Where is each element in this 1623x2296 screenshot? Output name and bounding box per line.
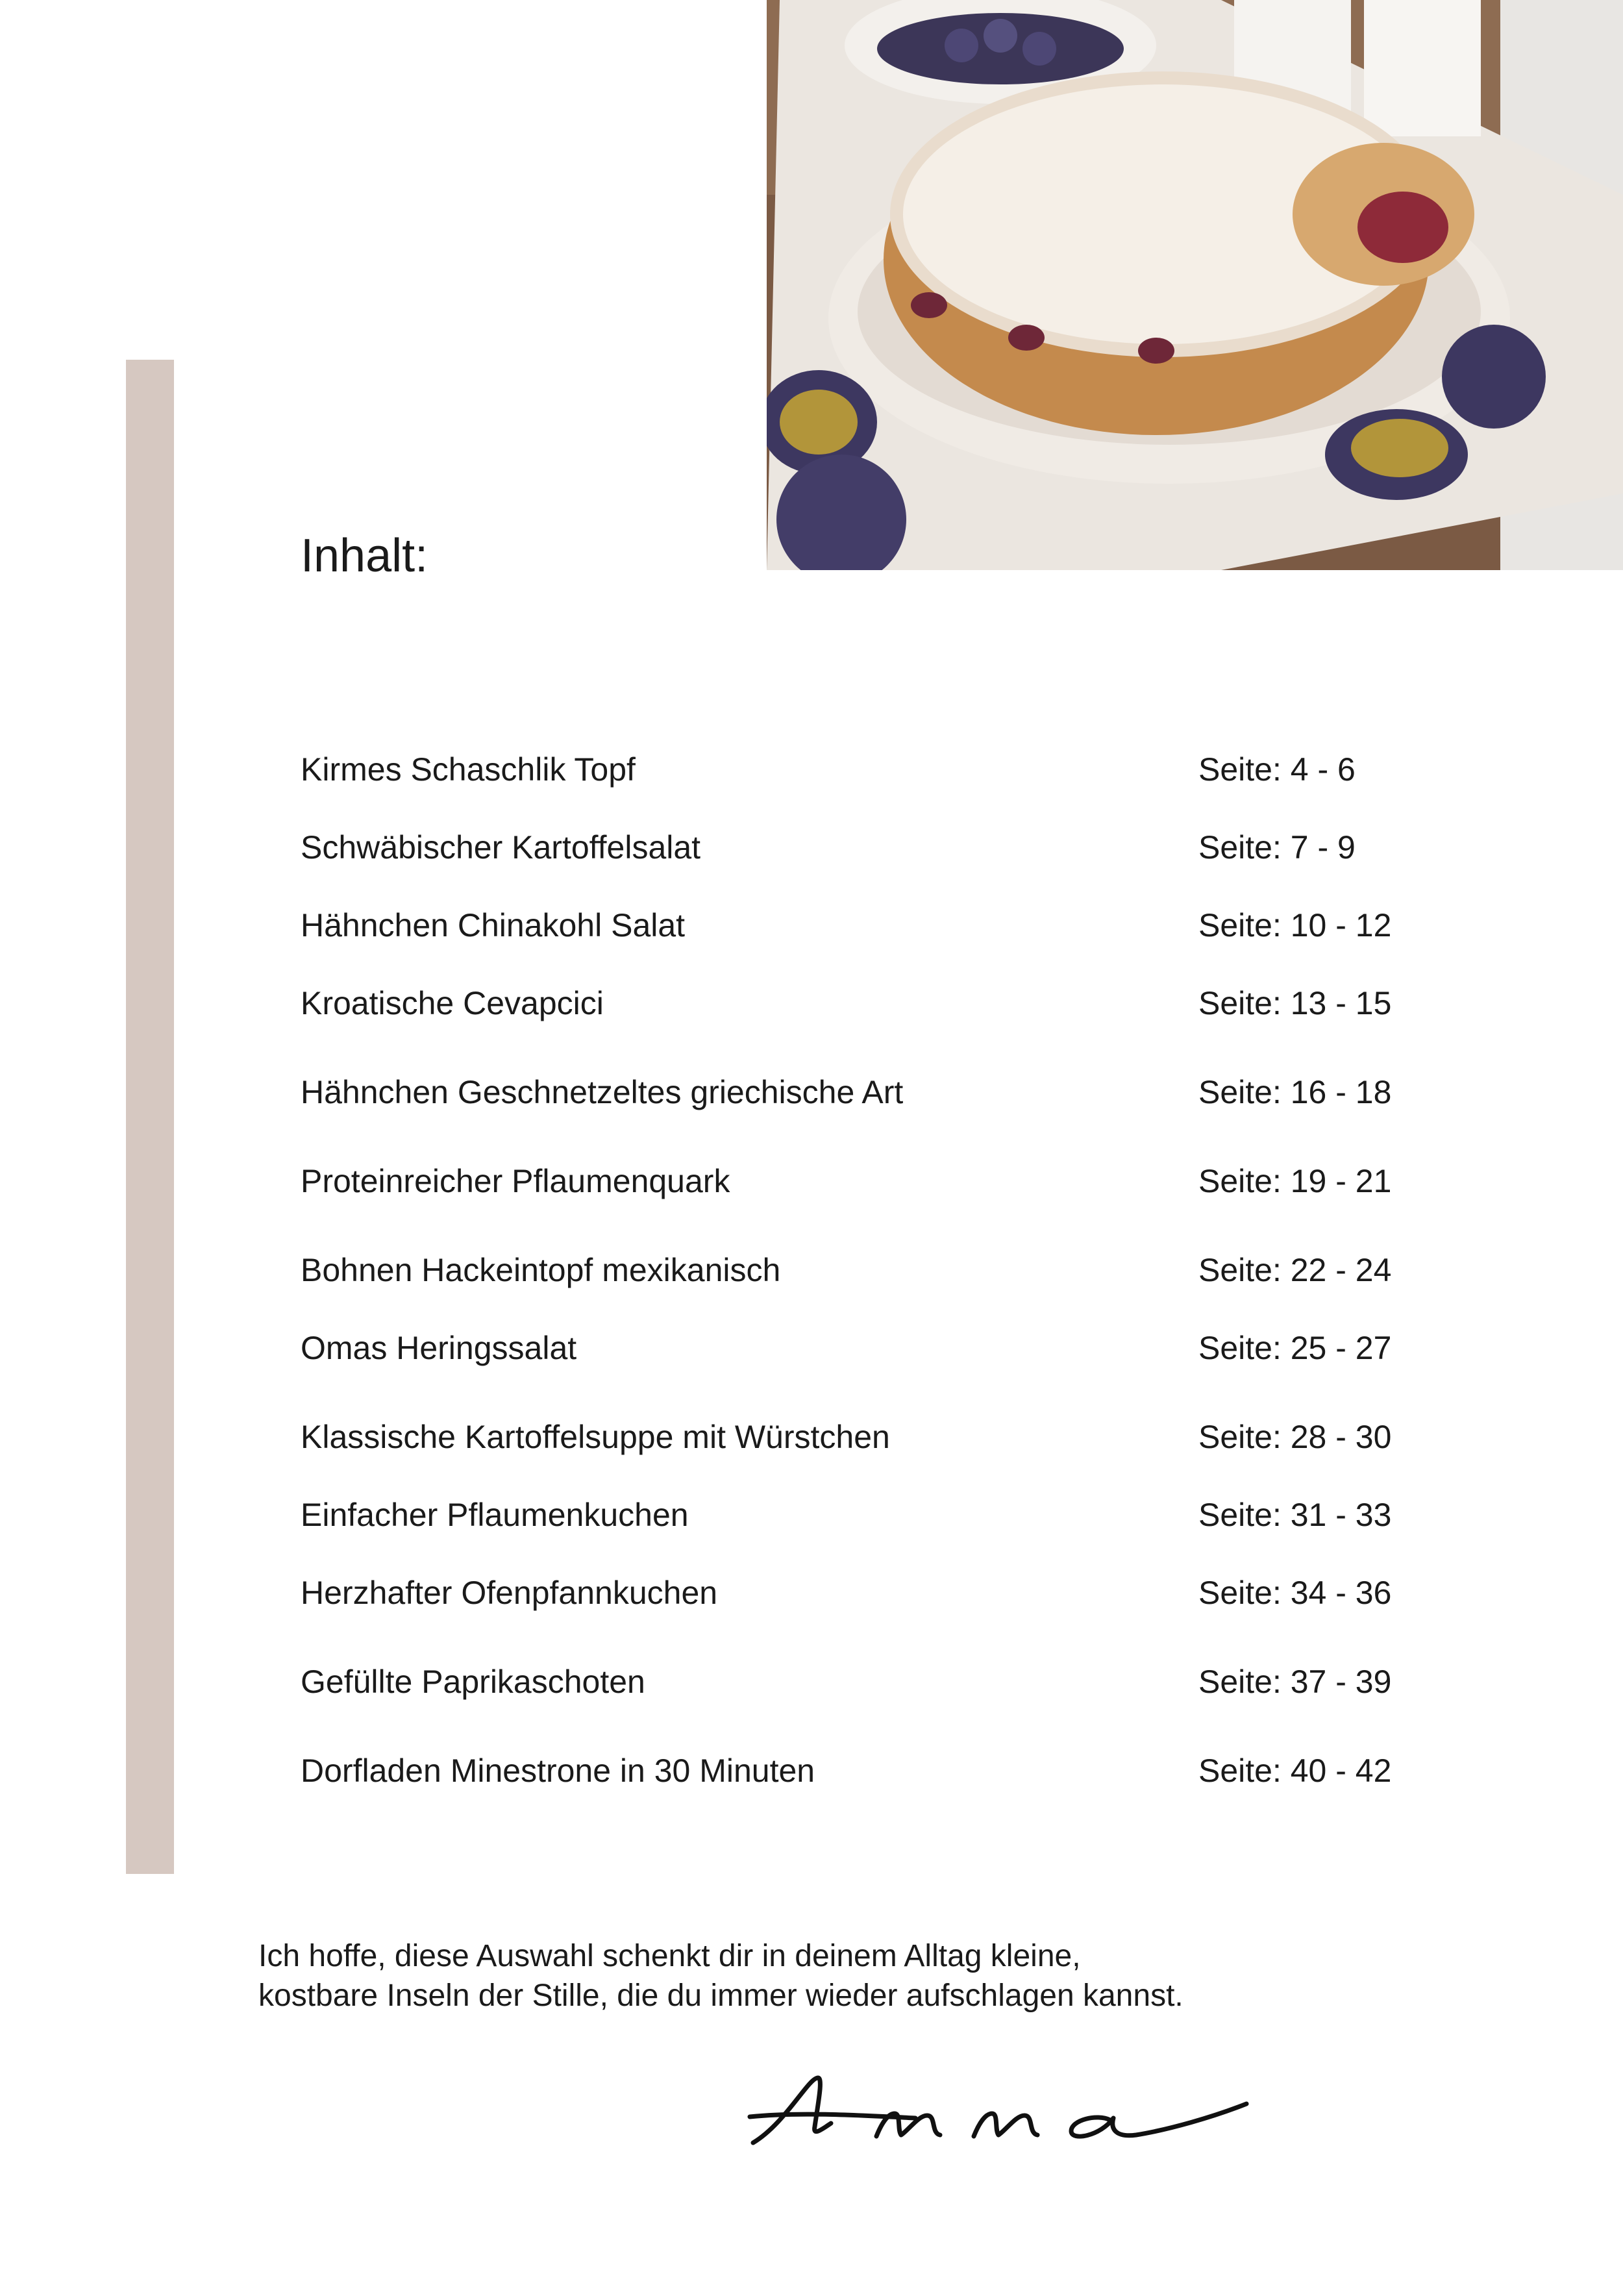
toc-page-range: Seite: 25 - 27 bbox=[1198, 1330, 1392, 1366]
toc-row bbox=[301, 1247, 1469, 1293]
toc-row bbox=[301, 1325, 1469, 1371]
plum-cake-photo bbox=[767, 0, 1623, 570]
closing-line-1: Ich hoffe, diese Auswahl schenkt dir in deinem Alltag kleine, bbox=[258, 1939, 1081, 1973]
toc-recipe-title: Dorfladen Minestrone in 30 Minuten bbox=[301, 1753, 815, 1789]
signature bbox=[747, 2065, 1266, 2156]
toc-row bbox=[301, 825, 1469, 870]
toc-row bbox=[301, 747, 1469, 792]
toc-page-range: Seite: 28 - 30 bbox=[1198, 1419, 1392, 1455]
toc-row bbox=[301, 1659, 1469, 1704]
toc-recipe-title: Kroatische Cevapcici bbox=[301, 985, 604, 1021]
toc-recipe-title: Hähnchen Chinakohl Salat bbox=[301, 907, 686, 943]
toc-page-range: Seite: 31 - 33 bbox=[1198, 1497, 1392, 1533]
toc-page-range: Seite: 16 - 18 bbox=[1198, 1074, 1392, 1110]
toc-recipe-title: Schwäbischer Kartoffelsalat bbox=[301, 829, 701, 866]
toc-page-range: Seite: 19 - 21 bbox=[1198, 1163, 1392, 1199]
closing-line-2: kostbare Inseln der Stille, die du immer wieder aufschlagen kannst. bbox=[258, 1978, 1183, 2013]
toc-recipe-title: Herzhafter Ofenpfannkuchen bbox=[301, 1575, 718, 1611]
toc-recipe-title: Proteinreicher Pflaumenquark bbox=[301, 1163, 730, 1199]
toc-recipe-title: Einfacher Pflaumenkuchen bbox=[301, 1497, 689, 1533]
toc-row bbox=[301, 980, 1469, 1026]
toc-row bbox=[301, 1492, 1469, 1538]
toc-recipe-title: Kirmes Schaschlik Topf bbox=[301, 751, 636, 788]
toc-row bbox=[301, 1570, 1469, 1616]
toc-row bbox=[301, 903, 1469, 948]
toc-page-range: Seite: 4 - 6 bbox=[1198, 751, 1356, 788]
toc-page-range: Seite: 10 - 12 bbox=[1198, 907, 1392, 943]
toc-page-range: Seite: 40 - 42 bbox=[1198, 1753, 1392, 1789]
accent-bar bbox=[126, 360, 174, 1874]
toc-recipe-title: Bohnen Hackeintopf mexikanisch bbox=[301, 1252, 781, 1288]
toc-page-range: Seite: 34 - 36 bbox=[1198, 1575, 1392, 1611]
toc-page-range: Seite: 37 - 39 bbox=[1198, 1664, 1392, 1700]
toc-recipe-title: Omas Heringssalat bbox=[301, 1330, 577, 1366]
toc-page-range: Seite: 13 - 15 bbox=[1198, 985, 1392, 1021]
toc-row bbox=[301, 1158, 1469, 1204]
toc-row bbox=[301, 1748, 1469, 1793]
page-title: Inhalt: bbox=[301, 530, 428, 582]
toc-recipe-title: Hähnchen Geschnetzeltes griechische Art bbox=[301, 1074, 904, 1110]
toc-page-range: Seite: 22 - 24 bbox=[1198, 1252, 1392, 1288]
toc-row bbox=[301, 1069, 1469, 1115]
toc-recipe-title: Klassische Kartoffelsuppe mit Würstchen bbox=[301, 1419, 890, 1455]
toc-page-range: Seite: 7 - 9 bbox=[1198, 829, 1356, 866]
toc-row bbox=[301, 1414, 1469, 1460]
toc-recipe-title: Gefüllte Paprikaschoten bbox=[301, 1664, 645, 1700]
closing-text bbox=[258, 1936, 1492, 2015]
